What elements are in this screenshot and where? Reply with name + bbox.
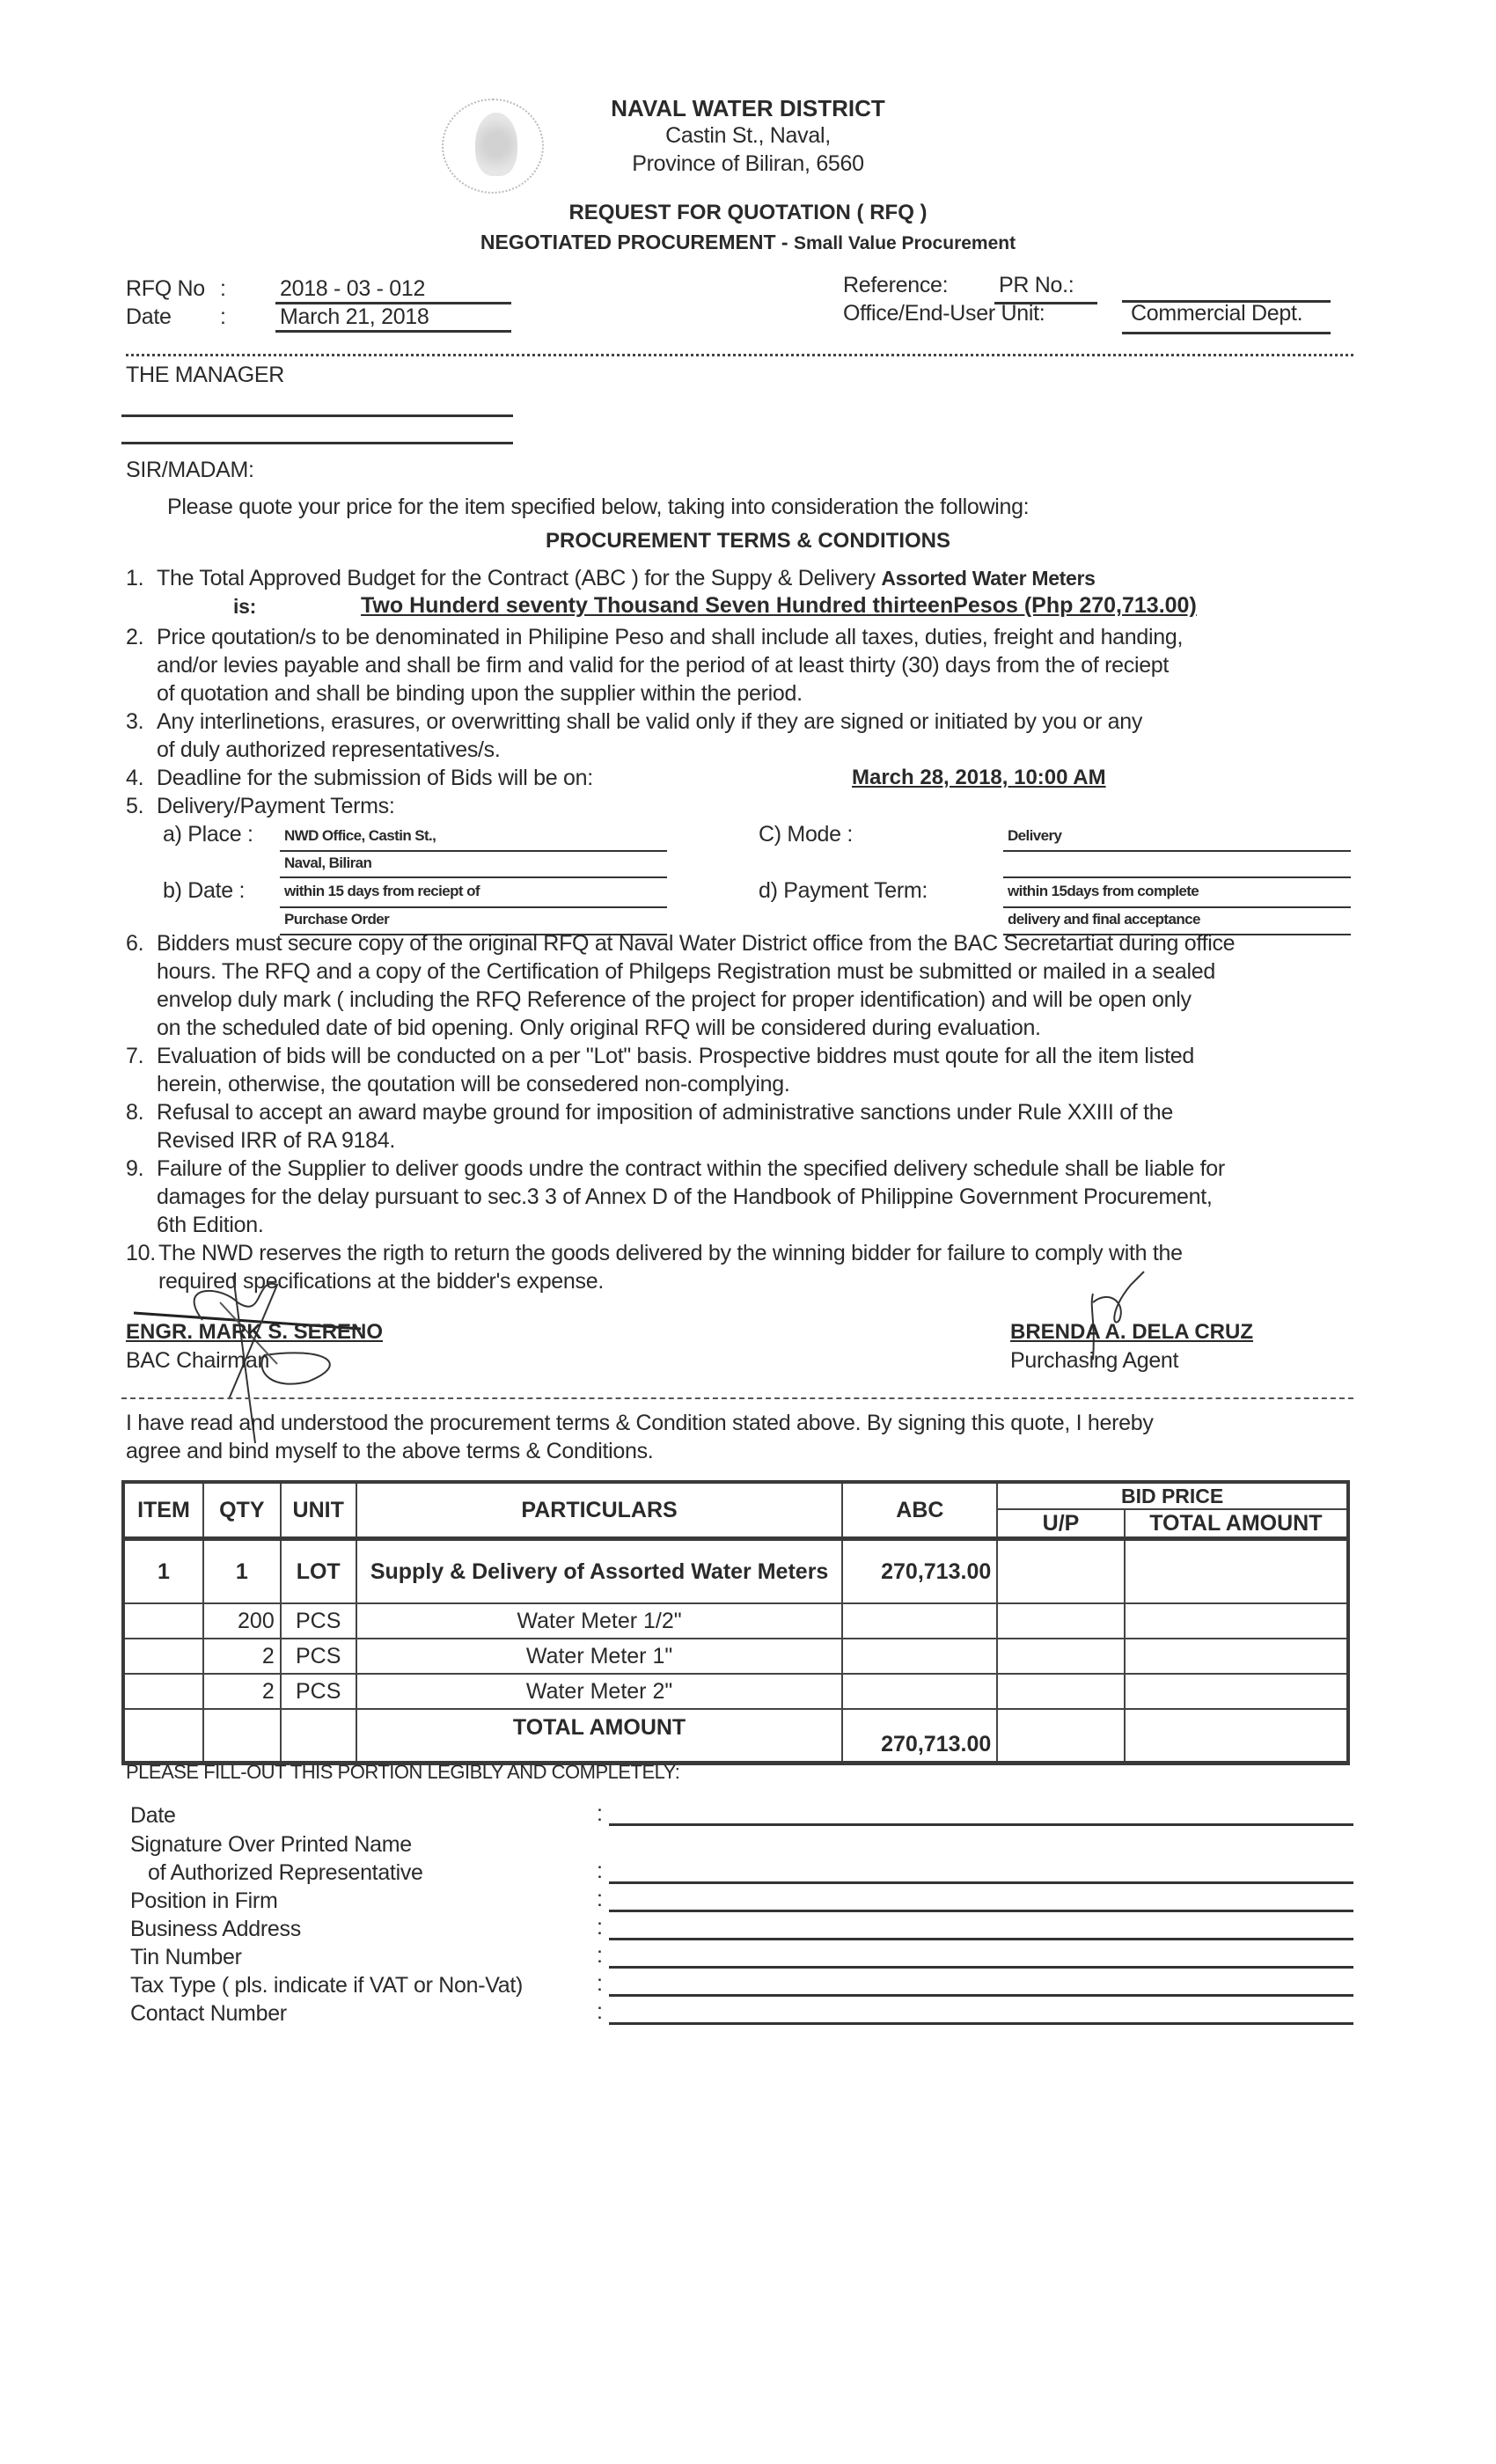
mode-underline-2	[1003, 876, 1351, 878]
form-label-contact: Contact Number	[130, 2001, 287, 2026]
form-input-contact[interactable]	[609, 2022, 1353, 2025]
doc-title: REQUEST FOR QUOTATION ( RFQ )	[568, 201, 928, 224]
form-input-signature[interactable]	[609, 1881, 1353, 1884]
form-colon: :	[597, 1943, 603, 1968]
reference-label: Reference:	[843, 273, 949, 297]
date-colon: :	[220, 304, 226, 329]
cell-empty	[281, 1709, 356, 1764]
term-7-line1: Evaluation of bids will be conducted on a per "Lot" basis. Prospective biddres must qoute for all the item listed	[157, 1044, 1194, 1068]
date-label: Date	[126, 304, 172, 329]
bac-chairman-title: BAC Chairman	[126, 1348, 270, 1373]
agreement-line1: I have read and understood the procurement terms & Condition stated above. By signing this quote, I hereby	[126, 1411, 1154, 1435]
place-underline-1	[280, 850, 667, 852]
term-10-num: 10.	[126, 1241, 156, 1265]
payment-term-line1[interactable]: within 15days from complete	[1008, 883, 1199, 899]
doc-subtitle-bold: NEGOTIATED PROCUREMENT -	[480, 231, 794, 253]
term-8-num: 8.	[126, 1100, 144, 1125]
delivery-date-underline-1	[280, 906, 667, 908]
term-3-num: 3.	[126, 709, 144, 734]
payment-term-label: d) Payment Term:	[759, 878, 928, 903]
term-8-line2: Revised IRR of RA 9184.	[157, 1128, 396, 1153]
office-underline	[1122, 332, 1331, 334]
place-underline-2	[280, 876, 667, 878]
address-line1: Castin St., Naval,	[665, 123, 831, 148]
term-9-line3: 6th Edition.	[157, 1213, 264, 1237]
form-input-position[interactable]	[609, 1910, 1353, 1912]
cell-qty: 2	[203, 1674, 281, 1709]
cell-abc	[842, 1603, 997, 1639]
form-colon: :	[597, 1887, 603, 1911]
term-2-line1: Price qoutation/s to be denominated in Philipine Peso and shall include all taxes, duties, freight and handing,	[157, 625, 1184, 649]
term-2-line3: of quotation and shall be binding upon the supplier within the period.	[157, 681, 803, 706]
cell-unit: PCS	[281, 1674, 356, 1709]
term-7-line2: herein, otherwise, the qoutation will be consedered non-complying.	[157, 1072, 790, 1096]
term-9-line1: Failure of the Supplier to deliver goods undre the contract within the specified delivery schedule shall be liable for	[157, 1156, 1225, 1181]
form-colon: :	[597, 1801, 603, 1826]
cell-abc	[842, 1674, 997, 1709]
cell-empty	[203, 1709, 281, 1764]
form-input-tin[interactable]	[609, 1966, 1353, 1969]
cell-particulars: Water Meter 1"	[356, 1639, 843, 1674]
cell-unit-price-input[interactable]	[997, 1603, 1124, 1639]
form-colon: :	[597, 1915, 603, 1940]
office-value[interactable]: Commercial Dept.	[1131, 301, 1303, 326]
cell-abc	[842, 1639, 997, 1674]
cell-item	[123, 1674, 203, 1709]
cell-qty: 1	[203, 1539, 281, 1604]
term-6-line2: hours. The RFQ and a copy of the Certification of Philgeps Registration must be submitted or mailed in a sealed	[157, 959, 1215, 984]
form-label-date: Date	[130, 1803, 176, 1828]
dotted-separator	[126, 354, 1353, 356]
total-amount-input[interactable]	[1125, 1709, 1348, 1764]
items-table	[121, 1480, 1350, 1765]
form-colon: :	[597, 1999, 603, 2024]
col-header-abc: ABC	[842, 1482, 997, 1539]
dashed-separator	[121, 1397, 1353, 1399]
cell-unit: LOT	[281, 1539, 356, 1604]
office-label: Office/End-User Unit:	[843, 301, 1045, 326]
date-value[interactable]: March 21, 2018	[280, 304, 429, 329]
cell-particulars: Water Meter 2"	[356, 1674, 843, 1709]
total-abc-value: 270,713.00	[842, 1709, 997, 1764]
col-header-bid-price: BID PRICE	[997, 1482, 1348, 1509]
term-2-num: 2.	[126, 625, 144, 649]
form-label-tin: Tin Number	[130, 1945, 242, 1969]
cell-qty: 2	[203, 1639, 281, 1674]
form-colon: :	[597, 1859, 603, 1883]
cell-unit-price-input[interactable]	[997, 1539, 1124, 1604]
agreement-line2: agree and bind myself to the above terms & Conditions.	[126, 1439, 654, 1463]
org-name: NAVAL WATER DISTRICT	[611, 95, 885, 121]
term-8-line1: Refusal to accept an award maybe ground for imposition of administrative sanctions under Rule XXIII of the	[157, 1100, 1173, 1125]
place-value-line1[interactable]: NWD Office, Castin St.,	[284, 827, 436, 844]
manager-blank-line-1[interactable]	[121, 414, 513, 417]
form-label-business-address: Business Address	[130, 1917, 301, 1941]
col-header-unit-price: U/P	[997, 1509, 1124, 1539]
mode-value[interactable]: Delivery	[1008, 827, 1062, 844]
bac-chairman-name: ENGR. MARK S. SERENO	[126, 1320, 384, 1344]
fill-out-instruction: PLEASE FILL-OUT THIS PORTION LEGIBLY AND COMPLETELY:	[126, 1761, 680, 1783]
cell-unit-price-input[interactable]	[997, 1639, 1124, 1674]
cell-total-input[interactable]	[1125, 1603, 1348, 1639]
cell-particulars: Water Meter 1/2"	[356, 1603, 843, 1639]
pr-no-label: PR No.:	[999, 273, 1074, 297]
cell-empty	[123, 1709, 203, 1764]
cell-total-input[interactable]	[1125, 1639, 1348, 1674]
table-row	[123, 1674, 1348, 1709]
delivery-date-line2[interactable]: Purchase Order	[284, 911, 390, 928]
form-label-tax-type: Tax Type ( pls. indicate if VAT or Non-Vat)	[130, 1973, 524, 1998]
term-6-line3: envelop duly mark ( including the RFQ Reference of the project for proper identification) and will be open only	[157, 987, 1192, 1012]
table-header-row	[123, 1482, 1348, 1509]
cell-unit-price-input[interactable]	[997, 1674, 1124, 1709]
cell-abc: 270,713.00	[842, 1539, 997, 1604]
term-10-line1: The NWD reserves the rigth to return the goods delivered by the winning bidder for failure to comply with the	[158, 1241, 1183, 1265]
term-10-line2: required specifications at the bidder's expense.	[158, 1269, 604, 1294]
cell-item	[123, 1639, 203, 1674]
term-5-text: Delivery/Payment Terms:	[157, 794, 395, 818]
delivery-date-line1[interactable]: within 15 days from reciept of	[284, 883, 480, 899]
form-label-position: Position in Firm	[130, 1888, 278, 1913]
term-2-line2: and/or levies payable and shall be firm and valid for the period of at least thirty (30) days from the of reciept	[157, 653, 1170, 678]
terms-heading: PROCUREMENT TERMS & CONDITIONS	[545, 529, 950, 553]
term-4-text: Deadline for the submission of Bids will be on:	[157, 766, 593, 790]
doc-subtitle	[352, 231, 1144, 254]
col-header-item: ITEM	[123, 1482, 203, 1539]
payment-term-underline-1	[1003, 906, 1351, 908]
term-3-line2: of duly authorized representatives/s.	[157, 737, 501, 762]
term-7-num: 7.	[126, 1044, 144, 1068]
term-9-line2: damages for the delay pursuant to sec.3 3 of Annex D of the Handbook of Philippine Government Procurement,	[157, 1184, 1213, 1209]
table-row	[123, 1539, 1348, 1604]
col-header-particulars: PARTICULARS	[356, 1482, 843, 1539]
term-9-num: 9.	[126, 1156, 144, 1181]
salutation: SIR/MADAM:	[126, 458, 254, 482]
intro-text: Please quote your price for the item specified below, taking into consideration the following:	[167, 495, 1030, 519]
term-1-bold: Assorted Water Meters	[881, 567, 1096, 590]
address-line2: Province of Biliran, 6560	[632, 151, 864, 176]
table-row	[123, 1603, 1348, 1639]
form-label-signature: Signature Over Printed Name	[130, 1832, 412, 1857]
cell-unit: PCS	[281, 1603, 356, 1639]
rfq-no-value[interactable]: 2018 - 03 - 012	[280, 276, 426, 301]
col-header-qty: QTY	[203, 1482, 281, 1539]
term-6-line4: on the scheduled date of bid opening. Only original RFQ will be considered during evaluation.	[157, 1016, 1041, 1040]
term-3-line1: Any interlinetions, erasures, or overwritting shall be valid only if they are signed or initiated by you or any	[157, 709, 1143, 734]
cell-item: 1	[123, 1539, 203, 1604]
form-input-tax-type[interactable]	[609, 1994, 1353, 1997]
doc-subtitle-rest: Small Value Procurement	[793, 233, 1016, 253]
payment-term-line2[interactable]: delivery and final acceptance	[1008, 911, 1200, 928]
total-unit-price-input[interactable]	[997, 1709, 1124, 1764]
mode-underline-1	[1003, 850, 1351, 852]
term-1-text-main: The Total Approved Budget for the Contract (ABC ) for the Suppy & Delivery	[157, 566, 882, 590]
cell-total-input[interactable]	[1125, 1674, 1348, 1709]
rfq-no-label: RFQ No	[126, 276, 205, 301]
place-label: a) Place :	[163, 822, 253, 847]
rfq-no-colon: :	[220, 276, 226, 301]
col-header-unit: UNIT	[281, 1482, 356, 1539]
cell-unit: PCS	[281, 1639, 356, 1674]
cell-qty: 200	[203, 1603, 281, 1639]
term-4-num: 4.	[126, 766, 144, 790]
date-underline	[275, 330, 511, 333]
form-colon: :	[597, 1971, 603, 1996]
term-6-num: 6.	[126, 931, 144, 956]
purchasing-agent-name: BRENDA A. DELA CRUZ	[1010, 1320, 1253, 1344]
place-value-line2[interactable]: Naval, Biliran	[284, 854, 372, 871]
manager-title: THE MANAGER	[126, 363, 285, 387]
term-1-num: 1.	[126, 566, 144, 590]
term-6-line1: Bidders must secure copy of the original RFQ at Naval Water District office from the BAC Secretartiat during office	[157, 931, 1236, 956]
bid-deadline: March 28, 2018, 10:00 AM	[852, 766, 1106, 789]
table-total-row	[123, 1709, 1348, 1764]
term-5-num: 5.	[126, 794, 144, 818]
form-label-signature-2: of Authorized Representative	[148, 1860, 423, 1885]
term-1-is-label: is:	[233, 595, 256, 618]
purchasing-agent-title: Purchasing Agent	[1010, 1348, 1179, 1373]
total-amount-label: TOTAL AMOUNT	[356, 1709, 843, 1764]
col-header-total-amount: TOTAL AMOUNT	[1125, 1509, 1348, 1539]
term-1-text	[157, 566, 1096, 591]
cell-item	[123, 1603, 203, 1639]
manager-blank-line-2[interactable]	[121, 442, 513, 444]
term-1-amount-words: Two Hunderd seventy Thousand Seven Hundred thirteenPesos (Php 270,713.00)	[361, 593, 1197, 618]
table-row	[123, 1639, 1348, 1674]
delivery-date-label: b) Date :	[163, 878, 246, 903]
cell-particulars: Supply & Delivery of Assorted Water Meters	[356, 1539, 843, 1604]
form-input-date[interactable]	[609, 1823, 1353, 1826]
form-input-business-address[interactable]	[609, 1938, 1353, 1940]
cell-total-input[interactable]	[1125, 1539, 1348, 1604]
mode-label: C) Mode :	[759, 822, 854, 847]
